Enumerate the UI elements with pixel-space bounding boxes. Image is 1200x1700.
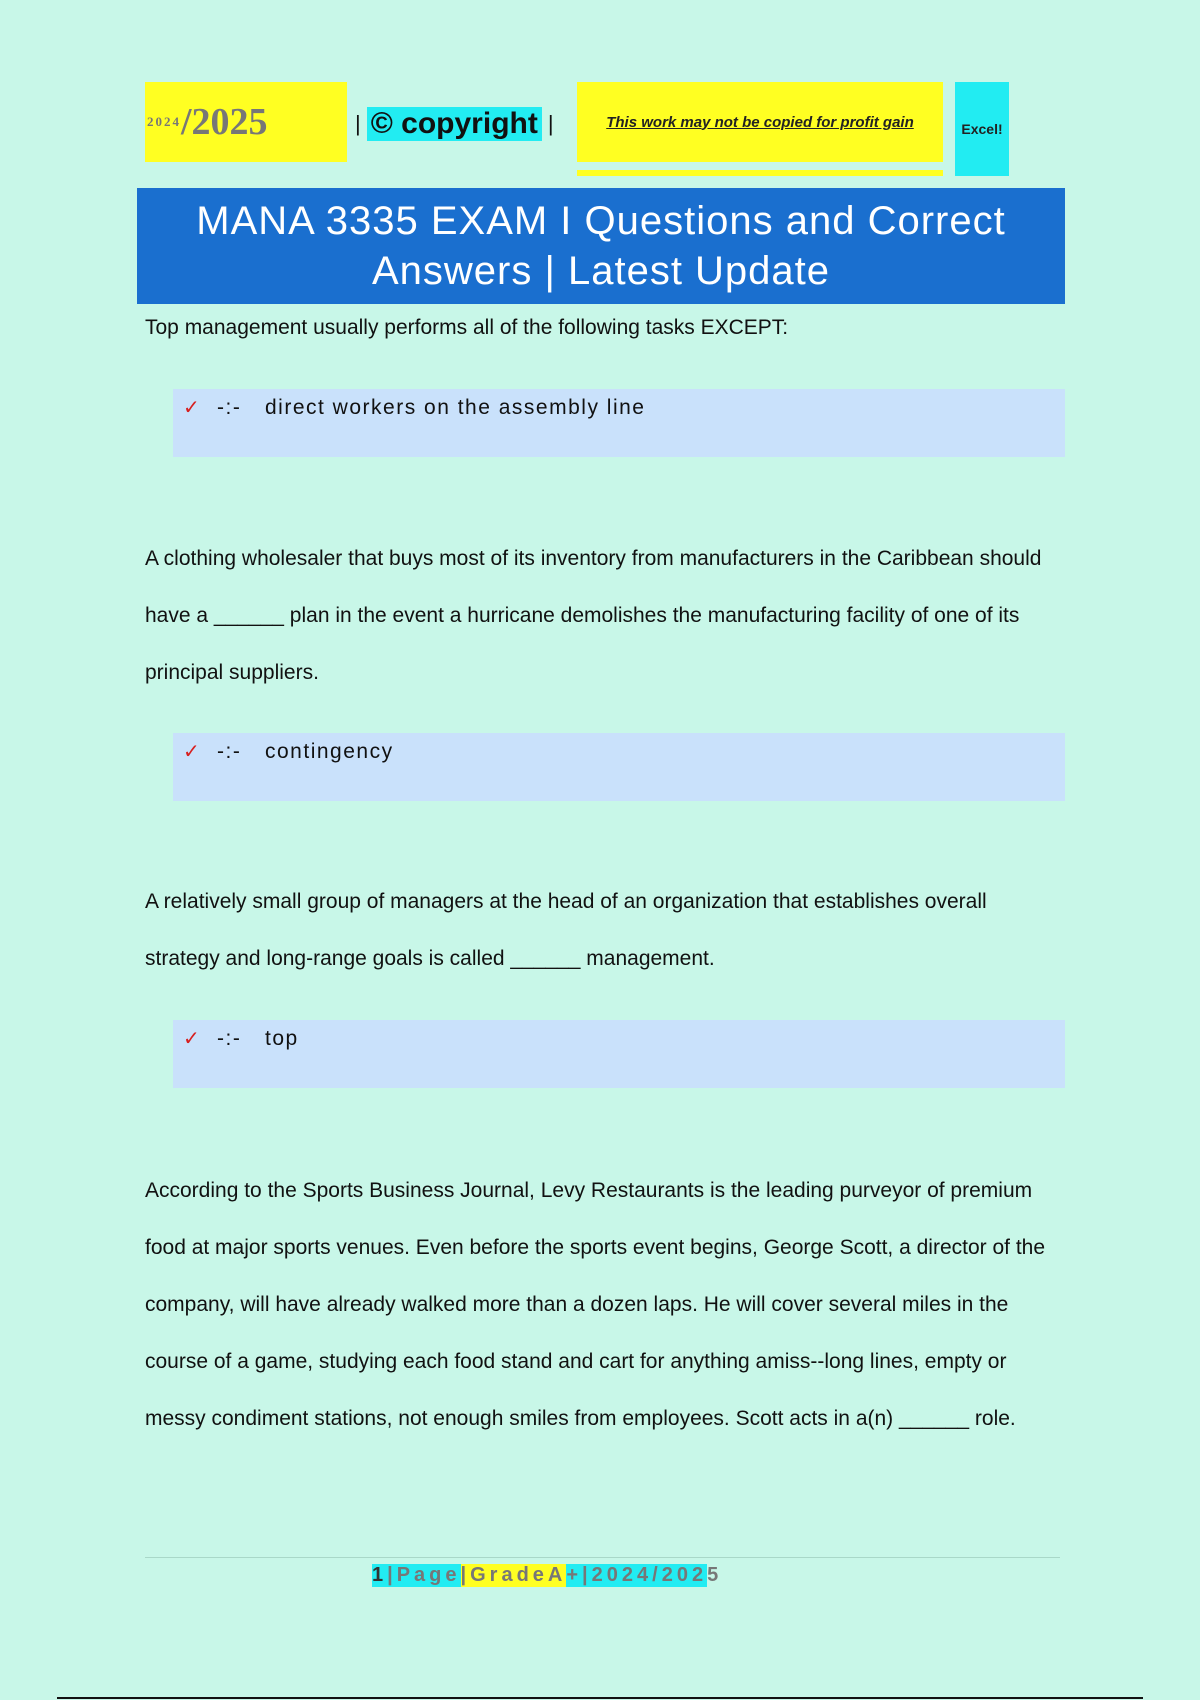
answer-text: direct workers on the assembly line [265,395,646,419]
check-icon: ✓ [183,397,202,419]
question-4: According to the Sports Business Journal, Levy Restaurants is the leading purveyor of premium food at major sports venues. Even before the sports event begins, George Scott, a director of the company, will have already walked more than a dozen laps. He will cover several miles in the course of a game, studying each food stand and cart for anything amiss--long lines, empty or messy condiment stations, not enough smiles from employees. Scott acts in a(n) ______ role. [145,1179,1046,1430]
check-icon: ✓ [183,1028,202,1050]
page-label: |Page [387,1563,461,1586]
notice-underline [577,170,943,176]
answer-separator: -:- [217,1026,242,1050]
answer-separator: -:- [217,395,242,419]
header-row [145,82,1011,178]
year-small: 2024 [147,114,181,129]
question-1: Top management usually performs all of the following tasks EXCEPT: [145,316,789,339]
excel-badge: Excel! [955,82,1009,176]
grade-label: |GradeA [460,1563,567,1586]
year-big: /2025 [181,101,268,143]
year-badge [145,82,347,162]
profit-notice: This work may not be copied for profit gain [577,82,943,162]
question-3: A relatively small group of managers at the head of an organization that establishes overall strategy and long-range goals is called ______ management. [145,890,987,970]
year-tail: 5 [707,1563,723,1586]
page-bottom-rule [57,1697,1143,1699]
answer-box-1 [173,389,1065,457]
answer-box-2 [173,733,1065,801]
grade-year: +|2024/202 [566,1563,708,1586]
check-icon: ✓ [183,741,202,763]
page-title: MANA 3335 EXAM I Questions and Correct Answers | Latest Update [137,188,1065,304]
page-number: 1 [372,1563,388,1586]
copyright-bar-left: | [355,111,361,136]
answer-text: contingency [265,739,394,763]
copyright-bar-right: | [547,111,554,136]
copyright-notice [355,104,554,144]
question-2: A clothing wholesaler that buys most of its inventory from manufacturers in the Caribbean should have a ______ plan in the event a hurricane demolishes the manufacturing facility of one of its principal suppliers. [145,547,1042,684]
copyright-label: © copyright [367,107,542,141]
answer-box-3 [173,1020,1065,1088]
page-footer [372,1561,722,1589]
footer-divider [145,1557,1060,1558]
answer-separator: -:- [217,739,242,763]
answer-text: top [265,1026,299,1050]
